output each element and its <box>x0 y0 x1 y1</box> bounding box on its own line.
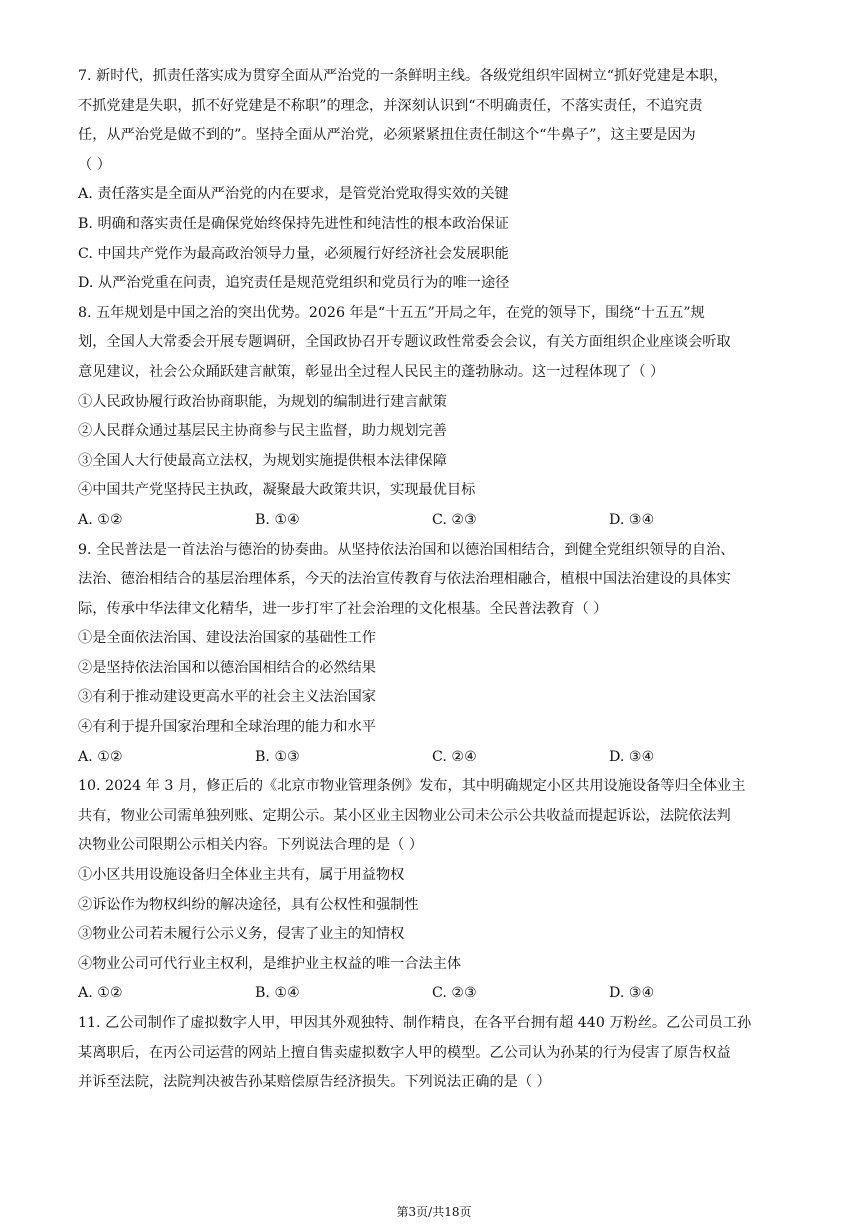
question-10 <box>78 772 790 1009</box>
statement-2: ②是坚持依法治国和以德治国相结合的必然结果 <box>78 659 376 676</box>
question-text-line: 9. 全民普法是一首法治与德治的协奏曲。从坚持依法治国和以德治国相结合，到健全党组织领导的自治、 <box>78 541 735 558</box>
options-row <box>78 979 790 1009</box>
option-b: B. ①④ <box>255 511 300 528</box>
statement-4: ④中国共产党坚持民主执政，凝聚最大政策共识，实现最优目标 <box>78 482 476 499</box>
statement-3: ③有利于推动建设更高水平的社会主义法治国家 <box>78 689 376 706</box>
answer-blank: （ ） <box>78 156 111 173</box>
options-row <box>78 743 790 773</box>
statement-1: ①是全面依法治国、建设法治国家的基础性工作 <box>78 630 376 647</box>
question-text-line: 法治、德治相结合的基层治理体系，今天的法治宣传教育与依法治理相融合，植根中国法治建设的具体实 <box>78 571 731 588</box>
question-text-line: 划，全国人大常委会开展专题调研，全国政协召开专题议政性常委会会议，有关方面组织企业座谈会听取 <box>78 334 731 351</box>
choice-d: D. 从严治党重在问责，追究责任是规范党组织和党员行为的唯一途径 <box>78 275 510 292</box>
statement-3: ③物业公司若未履行公示义务，侵害了业主的知情权 <box>78 926 405 943</box>
question-text-line: 10. 2024 年 3 月，修正后的《北京市物业管理条例》发布，其中明确规定小区共用设施设备等归全体业主 <box>78 778 746 795</box>
question-7 <box>78 62 790 299</box>
question-text-line: 际，传承中华法律文化精华，进一步打牢了社会治理的文化根基。全民普法教育（ ） <box>78 600 608 617</box>
option-a: A. ①② <box>78 511 123 528</box>
option-c: C. ②④ <box>432 748 477 765</box>
option-d: D. ③④ <box>609 748 655 765</box>
option-d: D. ③④ <box>609 511 655 528</box>
question-text-line: 决物业公司限期公示相关内容。下列说法合理的是（ ） <box>78 837 424 854</box>
option-a: A. ①② <box>78 985 123 1002</box>
option-b: B. ①③ <box>255 748 300 765</box>
statement-1: ①人民政协履行政治协商职能，为规划的编制进行建言献策 <box>78 393 447 410</box>
option-c: C. ②③ <box>432 511 477 528</box>
question-text-line: 不抓党建是失职，抓不好党建是不称职”的理念，并深刻认识到“不明确责任，不落实责任，不追究责 <box>78 97 703 114</box>
question-9 <box>78 536 790 773</box>
option-c: C. ②③ <box>432 985 477 1002</box>
statement-2: ②人民群众通过基层民主协商参与民主监督，助力规划完善 <box>78 423 447 440</box>
statement-1: ①小区共用设施设备归全体业主共有，属于用益物权 <box>78 867 405 884</box>
choice-a: A. 责任落实是全面从严治党的内在要求，是管党治党取得实效的关键 <box>78 186 509 203</box>
question-text-line: 某离职后，在丙公司运营的网站上擅自售卖虚拟数字人甲的模型。乙公司认为孙某的行为侵害了原告权益 <box>78 1044 731 1061</box>
statement-4: ④物业公司可代行业主权利，是维护业主权益的唯一合法主体 <box>78 955 462 972</box>
question-11 <box>78 1009 790 1098</box>
question-text-line: 意见建议，社会公众踊跃建言献策，彰显出全过程人民民主的蓬勃脉动。这一过程体现了（ ） <box>78 363 665 380</box>
statement-4: ④有利于提升国家治理和全球治理的能力和水平 <box>78 719 376 736</box>
question-text-line: 共有，物业公司需单独列账、定期公示。某小区业主因物业公司未公示公共收益而提起诉讼，法院依法判 <box>78 807 731 824</box>
choice-b: B. 明确和落实责任是确保党始终保持先进性和纯洁性的根本政治保证 <box>78 215 509 232</box>
question-8 <box>78 299 790 536</box>
option-b: B. ①④ <box>255 985 300 1002</box>
question-text-line: 11. 乙公司制作了虚拟数字人甲，甲因其外观独特、制作精良，在各平台拥有超 440 万粉丝。乙公司员工孙 <box>78 1015 752 1031</box>
question-text-line: 8. 五年规划是中国之治的突出优势。2026 年是“十五五”开局之年，在党的领导下，围绕“十五五”规 <box>78 304 705 321</box>
statement-2: ②诉讼作为物权纠纷的解决途径，具有公权性和强制性 <box>78 896 419 913</box>
page-number-footer: 第3页/共18页 <box>396 1205 472 1219</box>
statement-3: ③全国人大行使最高立法权，为规划实施提供根本法律保障 <box>78 452 447 469</box>
question-text-line: 并诉至法院，法院判决被告孙某赔偿原告经济损失。下列说法正确的是（ ） <box>78 1074 551 1091</box>
option-a: A. ①② <box>78 748 123 765</box>
question-text-line: 7. 新时代，抓责任落实成为贯穿全面从严治党的一条鲜明主线。各级党组织牢固树立“抓好党建是本职， <box>78 68 728 84</box>
option-d: D. ③④ <box>609 985 655 1002</box>
choice-c: C. 中国共产党作为最高政治领导力量，必须履行好经济社会发展职能 <box>78 245 509 262</box>
document-page <box>78 62 790 1098</box>
question-text-line: 任，从严治党是做不到的”。坚持全面从严治党，必须紧紧扭住责任制这个“牛鼻子”，这主要是因为 <box>78 127 696 144</box>
options-row <box>78 506 790 536</box>
